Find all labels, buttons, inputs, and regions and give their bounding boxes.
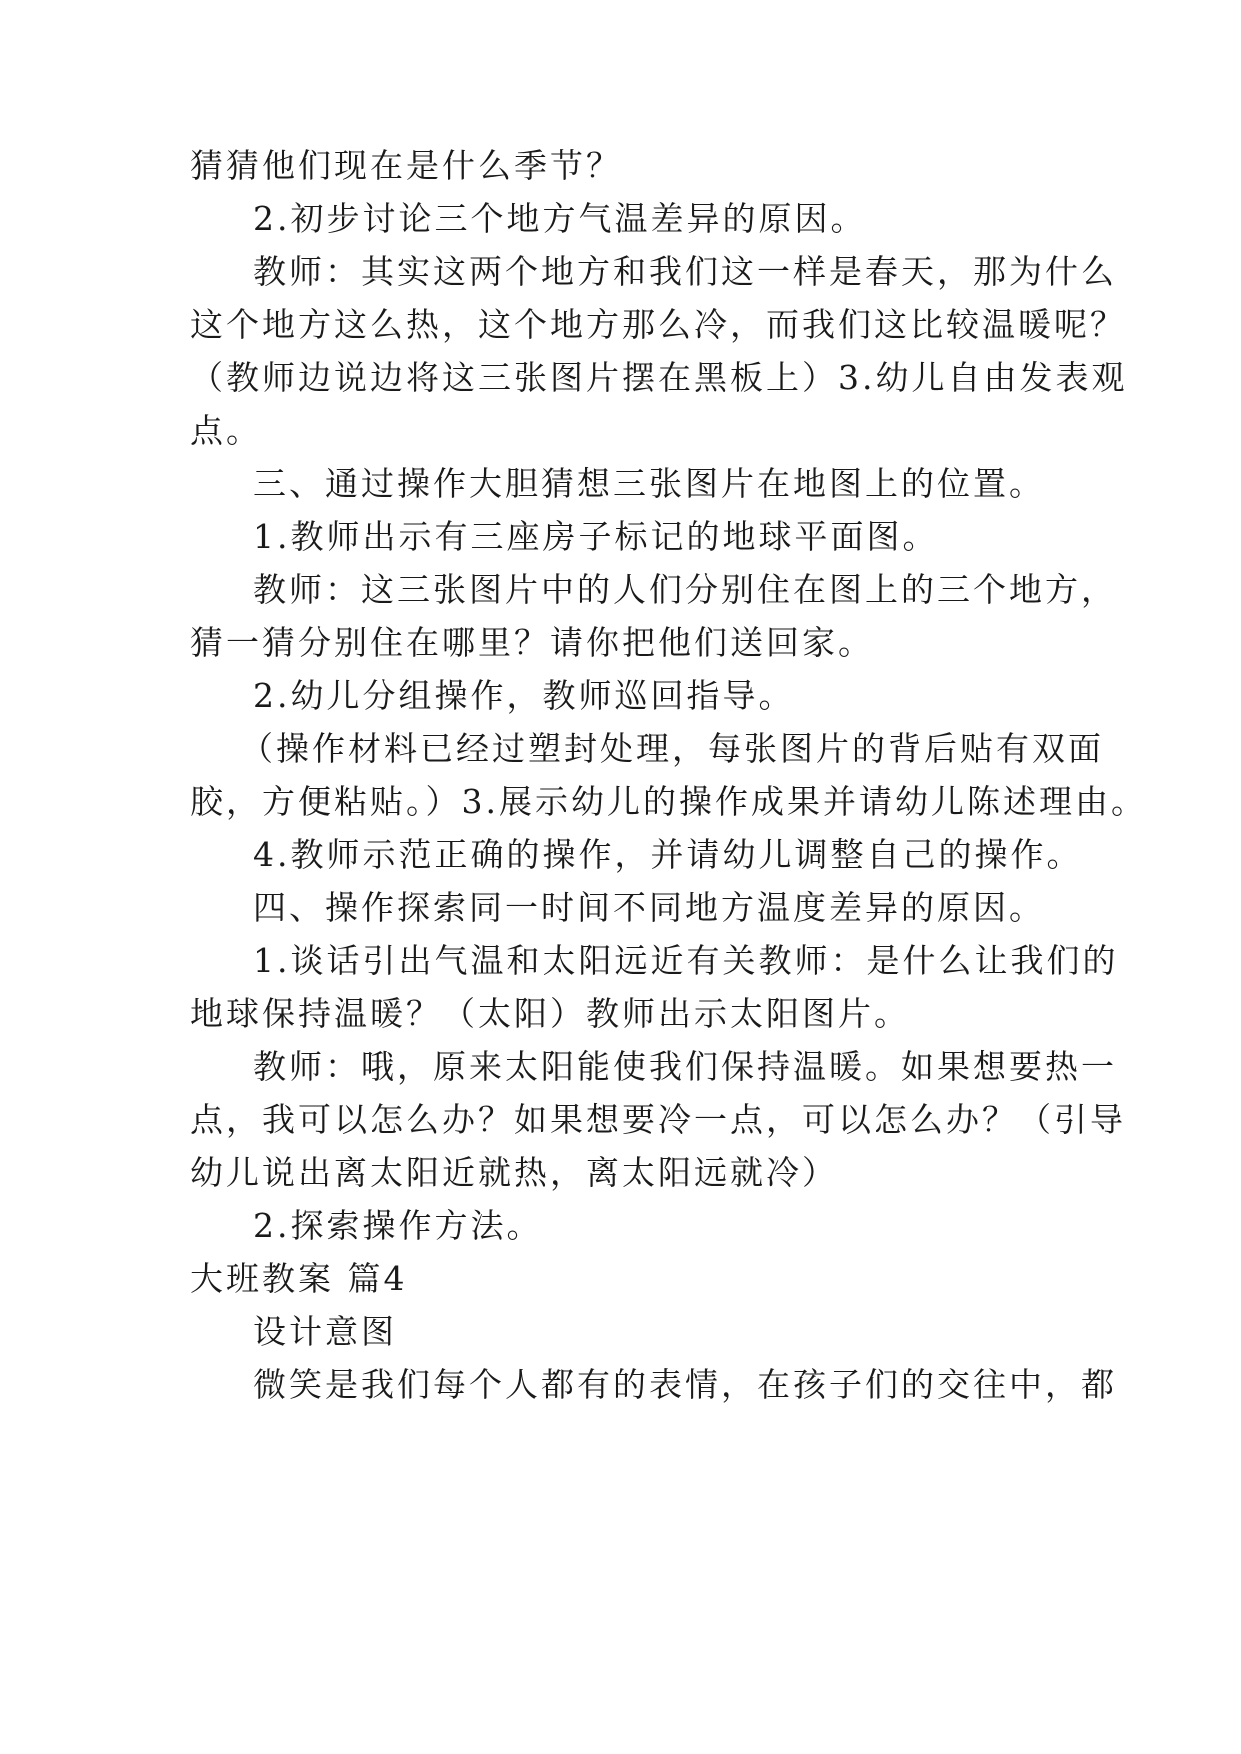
section-heading-4: 四、操作探索同一时间不同地方温度差异的原因。 — [253, 888, 1045, 927]
text-line-10: 猜一猜分别住在哪里？请你把他们送回家。 — [190, 623, 874, 662]
text-line-8: 1.教师出示有三座房子标记的地球平面图。 — [253, 517, 939, 556]
text-line-14: 4.教师示范正确的操作，并请幼儿调整自己的操作。 — [253, 835, 1083, 874]
text-line-21: 2.探索操作方法。 — [253, 1206, 543, 1245]
text-line-5: （教师边说边将这三张图片摆在黑板上）3.幼儿自由发表观 — [190, 358, 1128, 397]
text-line-6: 点。 — [190, 411, 262, 450]
text-line-20: 幼儿说出离太阳近就热，离太阳远就冷） — [190, 1153, 838, 1192]
text-line-4: 这个地方这么热，这个地方那么冷，而我们这比较温暖呢？ — [190, 305, 1126, 344]
text-line-17: 地球保持温暖？（太阳）教师出示太阳图片。 — [190, 994, 910, 1033]
article-heading: 大班教案 篇4 — [190, 1259, 408, 1298]
text-line-24: 微笑是我们每个人都有的表情，在孩子们的交往中，都 — [253, 1365, 1117, 1404]
text-line-1: 猜猜他们现在是什么季节？ — [190, 146, 622, 185]
text-line-9: 教师：这三张图片中的人们分别住在图上的三个地方， — [253, 570, 1117, 609]
text-line-16: 1.谈话引出气温和太阳远近有关教师：是什么让我们的 — [253, 941, 1119, 980]
text-line-12: （操作材料已经过塑封处理，每张图片的背后贴有双面 — [240, 729, 1104, 768]
text-line-11: 2.幼儿分组操作，教师巡回指导。 — [253, 676, 795, 715]
text-line-2: 2.初步讨论三个地方气温差异的原因。 — [253, 199, 867, 238]
text-line-18: 教师：哦，原来太阳能使我们保持温暖。如果想要热一 — [253, 1047, 1117, 1086]
text-line-13: 胶，方便粘贴。）3.展示幼儿的操作成果并请幼儿陈述理由。 — [190, 782, 1147, 821]
text-line-3: 教师：其实这两个地方和我们这一样是春天，那为什么 — [253, 252, 1117, 291]
text-line-19: 点，我可以怎么办？如果想要冷一点，可以怎么办？（引导 — [190, 1100, 1126, 1139]
section-heading-3: 三、通过操作大胆猜想三张图片在地图上的位置。 — [253, 464, 1045, 503]
subheading-design-intent: 设计意图 — [253, 1312, 397, 1351]
